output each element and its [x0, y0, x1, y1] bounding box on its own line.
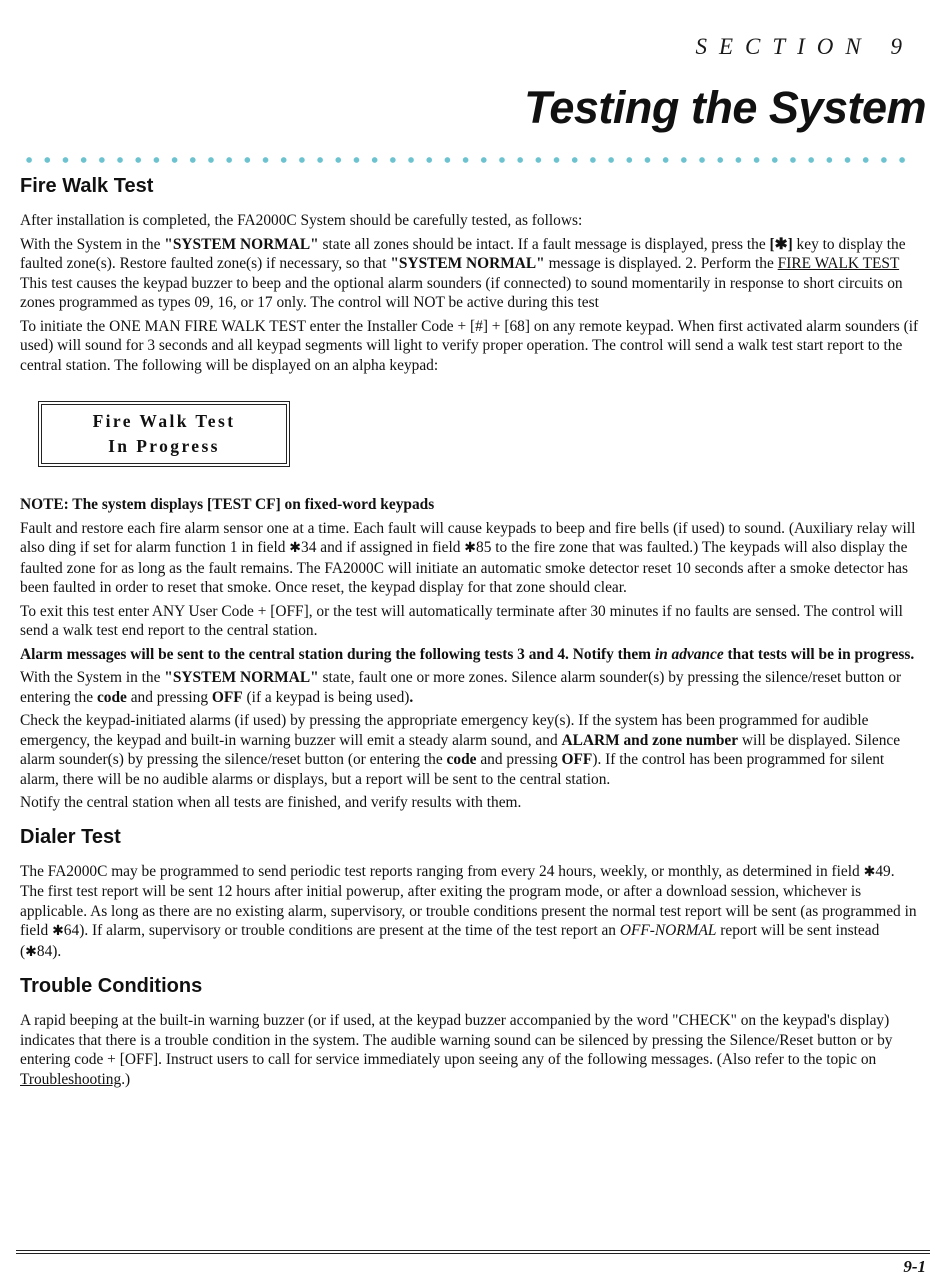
text: Alarm messages will be sent to the central station during the following tests 3 and 4. Notify them [20, 645, 655, 663]
text: report will be sent instead ( [20, 922, 880, 960]
text: The FA2000C may be programmed to send periodic test reports ranging from every 24 hours, weekly, or monthly, as determined in field [20, 862, 864, 880]
star-symbol: ✱ [52, 923, 64, 939]
text: Fault and restore each fire alarm sensor one at a time. Each fault will cause keypads to beep and fire bells (if used) to sound. (Auxiliary relay will also ding if set for alarm function 1 in field [20, 519, 916, 556]
text: 85 to the fire zone that was faulted.) The keypads will also display the faulted zone for as long as the fault remains. The FA2000C will initiate an automatic smoke detector reset 10 seconds after a smoke detector has been faulted in order to reset that smoke. Once reset, the keypad display for that zone should clear. [20, 539, 908, 596]
paragraph-alarm-warning [20, 645, 920, 665]
page-number: 9-1 [903, 1257, 926, 1276]
paragraph-trouble [20, 1011, 920, 1089]
dotted-divider [20, 155, 910, 165]
text-fire-walk-test-link: FIRE WALK TEST [777, 255, 900, 272]
troubleshooting-link[interactable]: Troubleshooting [20, 1070, 122, 1088]
paragraph-initiate-test: To initiate the ONE MAN FIRE WALK TEST enter the Installer Code + [#] + [68] on any remote keypad. When first activated alarm sounders (if used) will sound for 3 seconds and all keypad segments will light to verify proper operation. The control will send a walk test start report to the central station. The following will be displayed on an alpha keypad: [20, 317, 919, 374]
heading-dialer-test: Dialer Test [20, 825, 121, 848]
paragraph-dialer [20, 862, 920, 963]
text: 84). [36, 942, 62, 960]
text: (if a keypad is being used) [242, 688, 410, 706]
text: This test causes the keypad buzzer to beep and the optional alarm sounders (if connected) to sound momentarily in response to short circuits on zones programmed as types 09, 16, or 17 only. The control will NOT be active during this test [20, 274, 903, 311]
text: 34 and if assigned in field [301, 539, 465, 556]
heading-fire-walk-test: Fire Walk Test [20, 175, 154, 197]
text: ). If the control has been programmed for silent alarm, there will be no audible alarms or displays, but a report will be sent to the central station. [20, 751, 885, 788]
paragraph-exit-test: To exit this test enter ANY User Code + [OFF], or the test will automatically terminate after 30 minutes if no faults are sensed. The control will send a walk test end report to the central station. [20, 602, 903, 639]
page-content [20, 172, 920, 1093]
text-code: code [96, 688, 127, 706]
heading-trouble-conditions: Trouble Conditions [20, 975, 203, 997]
text: will be displayed. Silence alarm sounder(s) by pressing the silence/reset button (or entering the [20, 731, 901, 768]
text-period: . [409, 688, 414, 706]
keypad-display-inner [41, 404, 287, 464]
keypad-display-box [38, 401, 290, 467]
text-off-normal: OFF-NORMAL [619, 922, 717, 939]
text: key to display the faulted zone(s). Restore faulted zone(s) if necessary, so that [20, 235, 906, 272]
text-star-key: [✱] [769, 235, 793, 253]
text: that tests will be in progress. [723, 645, 915, 663]
text: With the System in the [20, 235, 165, 253]
text-alarm-zone-number: ALARM and zone number [561, 731, 739, 749]
star-symbol: ✱ [25, 943, 37, 960]
paragraph-intro: After installation is completed, the FA2000C System should be carefully tested, as follows: [20, 212, 583, 229]
text: and pressing [476, 751, 562, 768]
section-label: SECTION 9 [695, 34, 914, 59]
keypad-line-2: In Progress [108, 436, 220, 456]
text-off: OFF [211, 688, 243, 706]
text: .) [121, 1070, 131, 1088]
text: 64). If alarm, supervisory or trouble conditions are present at the time of the test report an [63, 922, 620, 939]
page-title: Testing the System [524, 82, 926, 133]
text: and pressing [126, 688, 212, 706]
paragraph-keypad-alarms [20, 711, 920, 789]
text: A rapid beeping at the built-in warning buzzer (or if used, at the keypad buzzer accompanied by the word "CHECK" on the keypad's display) indicates that there is a trouble condition in the system. The audible warning sound can be silenced by pressing the Silence/Reset button or by entering code + [OFF]. Instruct users to call for service immediately upon seeing any of the following messages. (Also refer to the topic on [20, 1012, 893, 1068]
text-off: OFF [561, 751, 593, 768]
star-symbol: ✱ [464, 540, 477, 556]
text: 49. The first test report will be sent 12 hours after initial powerup, after exiting the program mode, or after a download session, whichever is applicable. As long as there are no existing alarm, supervisory, or trouble conditions present the normal test report will be sent (as programmed in field [20, 862, 917, 939]
text-in-advance: in advance [654, 645, 724, 663]
text: state all zones should be intact. If a fault message is displayed, press the [318, 235, 770, 253]
text-code: code [446, 751, 477, 768]
paragraph-notify-central: Notify the central station when all tests are finished, and verify results with them. [20, 794, 522, 811]
text: With the System in the [20, 669, 165, 686]
text: message is displayed. 2. Perform the [544, 255, 778, 272]
paragraph-fault-restore [20, 519, 920, 598]
note-fixed-word-keypads: NOTE: The system displays [TEST CF] on fixed-word keypads [20, 496, 435, 513]
text: state, fault one or more zones. Silence alarm sounder(s) by pressing the silence/reset button or entering the [20, 669, 902, 706]
text-system-normal: "SYSTEM NORMAL" [164, 669, 319, 686]
star-symbol: ✱ [289, 540, 302, 556]
text-system-normal: "SYSTEM NORMAL" [164, 235, 319, 253]
keypad-line-1: Fire Walk Test [92, 411, 236, 431]
star-symbol: ✱ [863, 863, 876, 880]
paragraph-fault-zones [20, 668, 920, 707]
text: Check the keypad-initiated alarms (if used) by pressing the appropriate emergency key(s). If the system has been programmed for audible emergency, the keypad and built-in warning buzzer will emit a steady alarm sound, and [20, 712, 869, 749]
text-system-normal: "SYSTEM NORMAL" [390, 255, 545, 272]
footer-rule [16, 1250, 930, 1254]
paragraph-system-normal [20, 235, 920, 313]
